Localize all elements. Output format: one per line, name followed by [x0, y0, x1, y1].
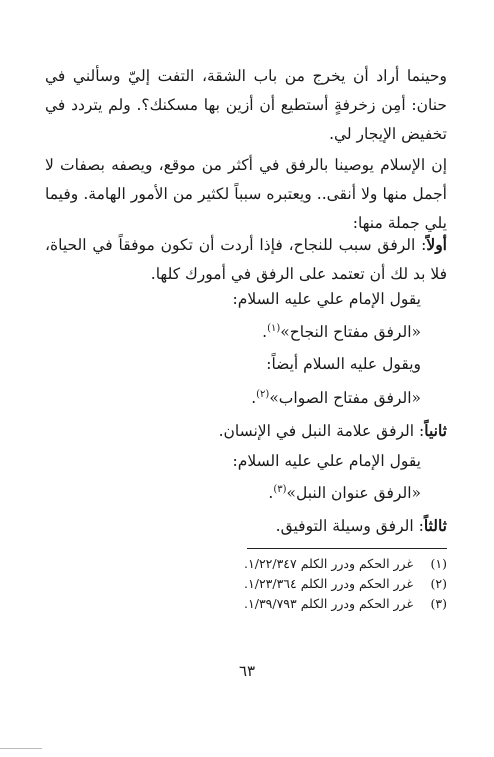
paragraph-3	[45, 230, 447, 289]
footnote-2	[244, 576, 447, 591]
point-2-text: : الرفق علامة النبل في الإنسان.	[218, 422, 425, 440]
point-3-text: : الرفق وسيلة التوفيق.	[275, 517, 424, 535]
footnote-1-text: غرر الحكم ودرر الكلم ١/٢٢/٣٤٧.	[244, 556, 413, 571]
footnote-ref-1: (١)	[267, 322, 281, 334]
point-1-label: أولاً	[426, 235, 447, 254]
footnote-3	[244, 596, 447, 611]
quote-2-text: «الرفق مفتاح الصواب»	[269, 389, 421, 407]
footnote-1	[244, 556, 447, 571]
quote-2-period: .	[251, 389, 257, 407]
footnote-ref-3: (٣)	[273, 483, 287, 495]
quote-3	[268, 484, 421, 502]
point-3	[276, 516, 447, 535]
quote-3-text: «الرفق عنوان النبل»	[286, 484, 421, 502]
quote-2	[251, 389, 421, 407]
point-3-label: ثالثاً	[423, 516, 447, 535]
quote-intro-3-text: يقول الإمام علي عليه السلام:	[232, 452, 421, 470]
page-edge-line	[0, 748, 42, 749]
quote-1	[262, 323, 421, 341]
footnote-separator	[247, 548, 447, 549]
quote-3-period: .	[268, 484, 274, 502]
footnote-1-number: (١)	[430, 556, 447, 571]
quote-1-period: .	[262, 323, 268, 341]
quote-intro-2-text: ويقول عليه السلام أيضاً:	[266, 355, 421, 373]
paragraph-2-text: إن الإسلام يوصينا بالرفق في أكثر من موقع، ويصفه بصفات لا أجمل منها ولا أنقى.. ويعتبره سبباً لكثير من الأمور الهامة. وفيما يلي جملة منها:	[45, 156, 447, 232]
quote-intro-1	[233, 290, 422, 308]
footnote-ref-2: (٢)	[256, 388, 270, 400]
paragraph-1-text: وحينما أراد أن يخرج من باب الشقة، التفت إليّ وسألني في حنان: أمِن زخرفةٍ أستطيع أن أزين بها مسكنك؟. ولم يتردد في تخفيض الإيجار لي.	[45, 67, 447, 143]
footnote-3-text: غرر الحكم ودرر الكلم ١/٣٩/٧٩٣.	[244, 596, 413, 611]
point-2-label: ثانياً	[424, 421, 447, 440]
paragraph-3-text: : الرفق سبب للنجاح، فإذا أردت أن تكون موفقاً في الحياة، فلا بد لك أن تعتمد على الرفق في أمورك كلها.	[45, 236, 447, 283]
footnote-2-number: (٢)	[430, 576, 447, 591]
footnote-3-number: (٣)	[430, 596, 447, 611]
quote-intro-1-text: يقول الإمام علي عليه السلام:	[232, 290, 421, 308]
quote-intro-3	[233, 452, 422, 470]
footnote-2-text: غرر الحكم ودرر الكلم ١/٢٣/٣٦٤.	[244, 576, 413, 591]
quote-intro-2	[266, 355, 421, 373]
paragraph-1	[45, 62, 447, 149]
point-2	[219, 421, 447, 440]
paragraph-2	[45, 151, 447, 238]
page-number: ٦٣	[238, 662, 256, 680]
quote-1-text: «الرفق مفتاح النجاح»	[280, 323, 421, 341]
